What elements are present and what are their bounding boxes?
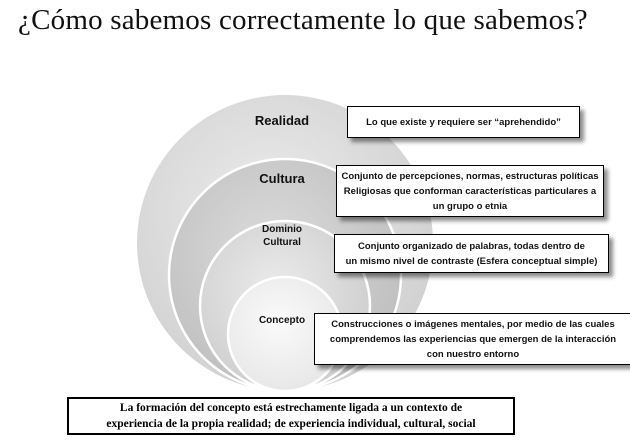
label-realidad: Realidad — [254, 113, 310, 128]
label-cultura: Cultura — [259, 171, 305, 186]
description-box-concepto: Construcciones o imágenes mentales, por medio de las cuales comprendemos las experiencias que emergen de la interacción con nuestro entorno — [314, 313, 630, 365]
page-title: ¿Cómo sabemos correctamente lo que sabemos? — [18, 4, 588, 36]
description-box-cultura: Conjunto de percepciones, normas, estructuras políticas Religiosas que conforman características particulares a un grupo o etnia — [336, 165, 604, 217]
description-box-dominio-cultural: Conjunto organizado de palabras, todas dentro de un mismo nivel de contraste (Esfera conceptual simple) — [334, 234, 609, 273]
footer-note: La formación del concepto está estrechamente ligada a un contexto de experiencia de la propia realidad; de experiencia individual, cultural, social — [67, 397, 515, 435]
label-concepto: Concepto — [258, 315, 306, 326]
label-dominio-cultural: Dominio Cultural — [262, 224, 302, 248]
description-box-realidad: Lo que existe y requiere ser “aprehendido” — [347, 106, 580, 138]
